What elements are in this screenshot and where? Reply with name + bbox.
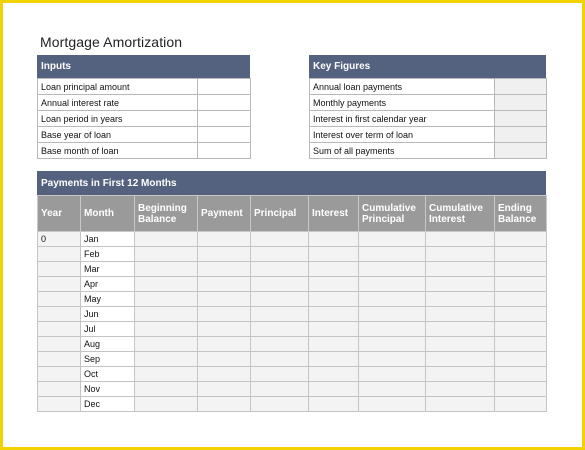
year-cell[interactable] (38, 322, 81, 337)
table-row (38, 337, 547, 352)
value-cell[interactable] (359, 292, 426, 307)
value-cell[interactable] (135, 262, 198, 277)
worksheet-page (3, 3, 582, 447)
year-cell[interactable] (38, 382, 81, 397)
month-cell[interactable]: Jun (81, 307, 135, 322)
value-cell[interactable] (135, 232, 198, 247)
column-header: Payment (198, 196, 251, 232)
page-title: Mortgage Amortization (40, 34, 183, 50)
value-cell[interactable] (359, 307, 426, 322)
value-cell[interactable] (426, 397, 495, 412)
value-cell[interactable] (495, 367, 547, 382)
input-row (38, 79, 251, 95)
key-figures-section (309, 55, 546, 78)
year-cell[interactable] (38, 262, 81, 277)
value-cell[interactable] (251, 292, 309, 307)
payments-header: Payments in First 12 Months (37, 171, 546, 195)
key-figure-value-cell[interactable] (495, 79, 547, 95)
value-cell[interactable] (251, 277, 309, 292)
value-cell[interactable] (135, 307, 198, 322)
table-row (38, 232, 547, 247)
month-cell[interactable]: Sep (81, 352, 135, 367)
input-label: Base month of loan (38, 143, 198, 159)
value-cell[interactable] (426, 247, 495, 262)
key-figure-label: Annual loan payments (310, 79, 495, 95)
value-cell[interactable] (426, 322, 495, 337)
value-cell[interactable] (359, 397, 426, 412)
key-figure-label: Interest in first calendar year (310, 111, 495, 127)
key-figure-value-cell[interactable] (495, 143, 547, 159)
month-cell[interactable]: Jan (81, 232, 135, 247)
payments-column-headers (38, 196, 547, 232)
input-value-cell[interactable] (198, 143, 251, 159)
value-cell[interactable] (198, 352, 251, 367)
value-cell[interactable] (251, 337, 309, 352)
value-cell[interactable] (135, 397, 198, 412)
value-cell[interactable] (495, 397, 547, 412)
key-figure-value-cell[interactable] (495, 95, 547, 111)
column-header: Month (81, 196, 135, 232)
value-cell[interactable] (309, 337, 359, 352)
key-figure-row (310, 79, 547, 95)
month-cell[interactable]: Dec (81, 397, 135, 412)
year-cell[interactable] (38, 352, 81, 367)
value-cell[interactable] (251, 352, 309, 367)
value-cell[interactable] (359, 352, 426, 367)
value-cell[interactable] (309, 262, 359, 277)
table-row (38, 352, 547, 367)
value-cell[interactable] (251, 307, 309, 322)
year-cell[interactable] (38, 337, 81, 352)
year-cell[interactable] (38, 367, 81, 382)
value-cell[interactable] (309, 277, 359, 292)
value-cell[interactable] (198, 262, 251, 277)
value-cell[interactable] (135, 352, 198, 367)
column-header: Principal (251, 196, 309, 232)
value-cell[interactable] (426, 277, 495, 292)
column-header: Cumulative Principal (359, 196, 426, 232)
value-cell[interactable] (251, 397, 309, 412)
value-cell[interactable] (251, 262, 309, 277)
key-figures-header: Key Figures (309, 55, 546, 78)
value-cell[interactable] (426, 337, 495, 352)
value-cell[interactable] (135, 277, 198, 292)
year-cell[interactable]: 0 (38, 232, 81, 247)
value-cell[interactable] (198, 277, 251, 292)
month-cell[interactable]: Aug (81, 337, 135, 352)
year-cell[interactable] (38, 397, 81, 412)
value-cell[interactable] (251, 247, 309, 262)
value-cell[interactable] (251, 382, 309, 397)
value-cell[interactable] (426, 292, 495, 307)
key-figure-label: Interest over term of loan (310, 127, 495, 143)
value-cell[interactable] (198, 337, 251, 352)
value-cell[interactable] (426, 262, 495, 277)
value-cell[interactable] (198, 382, 251, 397)
column-header: Beginning Balance (135, 196, 198, 232)
table-row (38, 307, 547, 322)
table-row (38, 322, 547, 337)
value-cell[interactable] (309, 397, 359, 412)
value-cell[interactable] (135, 367, 198, 382)
key-figure-label: Sum of all payments (310, 143, 495, 159)
value-cell[interactable] (251, 322, 309, 337)
value-cell[interactable] (359, 232, 426, 247)
year-cell[interactable] (38, 292, 81, 307)
value-cell[interactable] (495, 247, 547, 262)
input-label: Loan period in years (38, 111, 198, 127)
key-figure-label: Monthly payments (310, 95, 495, 111)
value-cell[interactable] (135, 322, 198, 337)
value-cell[interactable] (359, 382, 426, 397)
value-cell[interactable] (135, 382, 198, 397)
table-row (38, 292, 547, 307)
table-row (38, 277, 547, 292)
input-row (38, 143, 251, 159)
table-row (38, 247, 547, 262)
value-cell[interactable] (495, 307, 547, 322)
value-cell[interactable] (135, 337, 198, 352)
value-cell[interactable] (359, 367, 426, 382)
input-label: Loan principal amount (38, 79, 198, 95)
value-cell[interactable] (495, 382, 547, 397)
input-label: Annual interest rate (38, 95, 198, 111)
column-header: Year (38, 196, 81, 232)
column-header: Cumulative Interest (426, 196, 495, 232)
inputs-header: Inputs (37, 55, 250, 78)
value-cell[interactable] (251, 232, 309, 247)
value-cell[interactable] (198, 232, 251, 247)
value-cell[interactable] (198, 367, 251, 382)
value-cell[interactable] (251, 367, 309, 382)
value-cell[interactable] (309, 232, 359, 247)
input-row (38, 111, 251, 127)
value-cell[interactable] (495, 277, 547, 292)
value-cell[interactable] (135, 247, 198, 262)
value-cell[interactable] (198, 247, 251, 262)
inputs-section (37, 55, 250, 78)
input-value-cell[interactable] (198, 111, 251, 127)
month-cell[interactable]: Mar (81, 262, 135, 277)
key-figure-value-cell[interactable] (495, 127, 547, 143)
inputs-table (37, 78, 251, 159)
value-cell[interactable] (495, 232, 547, 247)
input-label: Base year of loan (38, 127, 198, 143)
value-cell[interactable] (198, 292, 251, 307)
input-value-cell[interactable] (198, 95, 251, 111)
input-row (38, 127, 251, 143)
month-cell[interactable]: Nov (81, 382, 135, 397)
key-figure-row (310, 143, 547, 159)
value-cell[interactable] (495, 352, 547, 367)
column-header: Ending Balance (495, 196, 547, 232)
value-cell[interactable] (426, 232, 495, 247)
value-cell[interactable] (359, 247, 426, 262)
input-value-cell[interactable] (198, 79, 251, 95)
value-cell[interactable] (426, 307, 495, 322)
value-cell[interactable] (495, 322, 547, 337)
value-cell[interactable] (426, 382, 495, 397)
payments-table (37, 195, 547, 412)
key-figure-row (310, 127, 547, 143)
key-figures-table (309, 78, 547, 159)
month-cell[interactable]: Oct (81, 367, 135, 382)
year-cell[interactable] (38, 307, 81, 322)
value-cell[interactable] (198, 322, 251, 337)
table-row (38, 367, 547, 382)
value-cell[interactable] (426, 352, 495, 367)
key-figure-row (310, 111, 547, 127)
value-cell[interactable] (309, 367, 359, 382)
input-value-cell[interactable] (198, 127, 251, 143)
value-cell[interactable] (495, 337, 547, 352)
table-row (38, 262, 547, 277)
table-row (38, 397, 547, 412)
payments-section (37, 171, 546, 195)
value-cell[interactable] (495, 262, 547, 277)
key-figure-row (310, 95, 547, 111)
month-cell[interactable]: Feb (81, 247, 135, 262)
value-cell[interactable] (135, 292, 198, 307)
value-cell[interactable] (359, 322, 426, 337)
input-row (38, 95, 251, 111)
year-cell[interactable] (38, 247, 81, 262)
value-cell[interactable] (309, 352, 359, 367)
month-cell[interactable]: Jul (81, 322, 135, 337)
value-cell[interactable] (309, 382, 359, 397)
year-cell[interactable] (38, 277, 81, 292)
value-cell[interactable] (309, 322, 359, 337)
value-cell[interactable] (198, 397, 251, 412)
value-cell[interactable] (495, 292, 547, 307)
value-cell[interactable] (426, 367, 495, 382)
column-header: Interest (309, 196, 359, 232)
value-cell[interactable] (309, 307, 359, 322)
value-cell[interactable] (309, 247, 359, 262)
value-cell[interactable] (198, 307, 251, 322)
value-cell[interactable] (309, 292, 359, 307)
key-figure-value-cell[interactable] (495, 111, 547, 127)
month-cell[interactable]: May (81, 292, 135, 307)
value-cell[interactable] (359, 277, 426, 292)
table-row (38, 382, 547, 397)
value-cell[interactable] (359, 337, 426, 352)
month-cell[interactable]: Apr (81, 277, 135, 292)
value-cell[interactable] (359, 262, 426, 277)
